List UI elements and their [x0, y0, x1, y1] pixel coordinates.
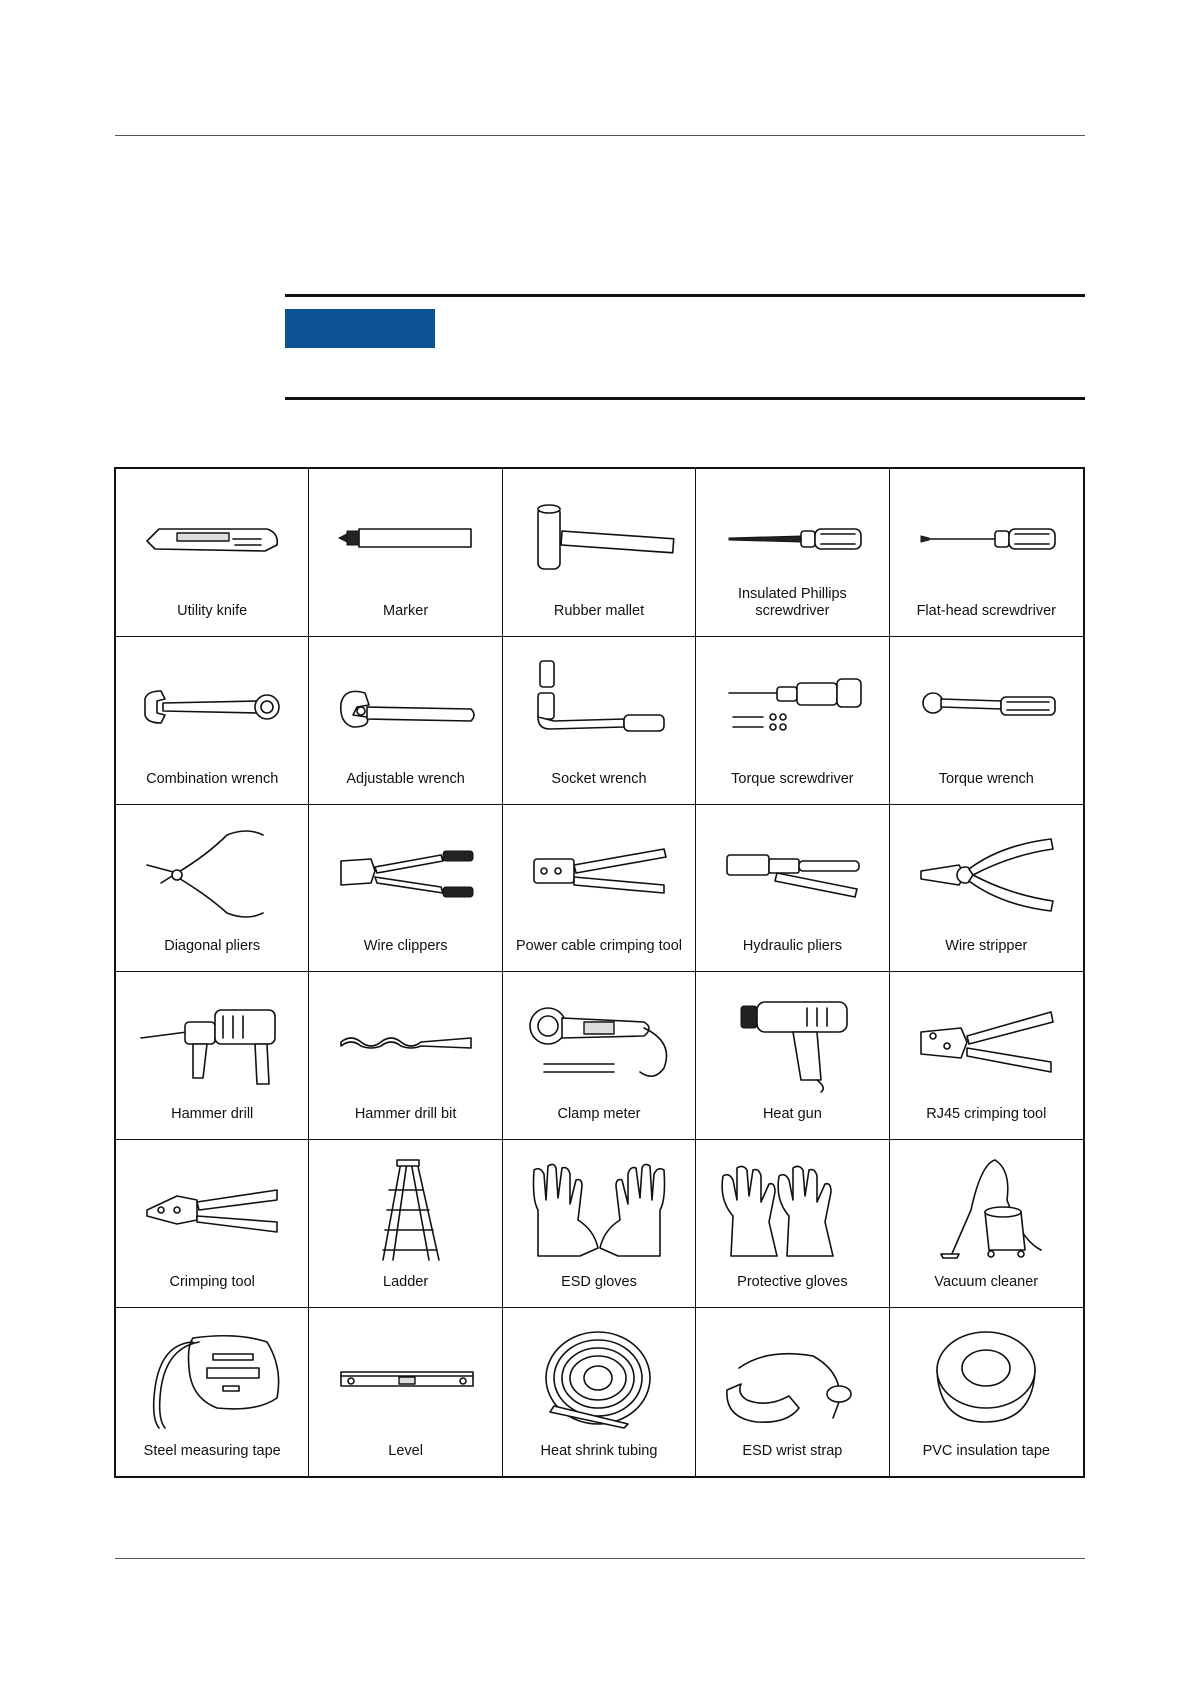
tool-label: Vacuum cleaner: [934, 1274, 1039, 1291]
tool-cell: [696, 637, 889, 805]
diagonal-pliers-icon: [137, 825, 287, 925]
heat-shrink-tubing-icon: [524, 1328, 674, 1428]
tool-label: Adjustable wrench: [346, 770, 465, 787]
tool-cell: [890, 805, 1083, 973]
vacuum-cleaner-icon: [911, 1160, 1061, 1260]
insulated-phillips-screwdriver-icon: [717, 489, 867, 589]
tool-cell: [116, 1308, 309, 1476]
tool-cell: [503, 469, 696, 637]
header-rule: [115, 135, 1085, 136]
socket-wrench-icon: [524, 657, 674, 757]
torque-screwdriver-icon: [717, 657, 867, 757]
notice-box: [285, 294, 1085, 400]
wire-clippers-icon: [331, 825, 481, 925]
tool-cell: [503, 1140, 696, 1308]
tool-cell: [116, 1140, 309, 1308]
tool-label: Steel measuring tape: [143, 1442, 281, 1459]
tools-table: [114, 467, 1085, 1478]
tool-cell: [309, 1140, 502, 1308]
marker-icon: [331, 489, 481, 589]
steel-measuring-tape-icon: [137, 1328, 287, 1428]
tool-cell: [116, 805, 309, 973]
tool-label: ESD gloves: [561, 1274, 637, 1291]
tool-label: Heat gun: [762, 1106, 822, 1123]
tool-cell: [503, 805, 696, 973]
tool-label: Hydraulic pliers: [742, 938, 842, 955]
tool-cell: [696, 1308, 889, 1476]
hammer-drill-icon: [137, 992, 287, 1092]
tool-label: Rubber mallet: [553, 602, 645, 619]
clamp-meter-icon: [524, 992, 674, 1092]
tool-cell: [116, 637, 309, 805]
tool-cell: [309, 805, 502, 973]
tool-label: Wire clippers: [363, 938, 448, 955]
esd-wrist-strap-icon: [717, 1328, 867, 1428]
tool-label: Combination wrench: [146, 770, 279, 787]
tool-cell: [890, 637, 1083, 805]
notice-tag: [285, 309, 435, 348]
tool-cell: [890, 1140, 1083, 1308]
tool-cell: [696, 972, 889, 1140]
combination-wrench-icon: [137, 657, 287, 757]
tool-label: Torque screwdriver: [731, 770, 854, 787]
tool-label: Utility knife: [177, 602, 248, 619]
adjustable-wrench-icon: [331, 657, 481, 757]
hydraulic-pliers-icon: [717, 825, 867, 925]
tool-label: Heat shrink tubing: [540, 1442, 658, 1459]
tool-label: RJ45 crimping tool: [926, 1106, 1047, 1123]
rubber-mallet-icon: [524, 489, 674, 589]
tool-label: Marker: [383, 602, 429, 619]
tool-label: ESD wrist strap: [742, 1442, 843, 1459]
tool-cell: [696, 469, 889, 637]
crimping-tool-icon: [137, 1160, 287, 1260]
tool-label: Torque wrench: [938, 770, 1034, 787]
tool-cell: [116, 972, 309, 1140]
tool-label: Wire stripper: [945, 938, 1028, 955]
tool-cell: [309, 972, 502, 1140]
tool-label: Insulated Phillips screwdriver: [737, 585, 847, 619]
tool-label: Clamp meter: [557, 1106, 641, 1123]
tool-label: PVC insulation tape: [922, 1442, 1050, 1459]
power-cable-crimping-tool-icon: [524, 825, 674, 925]
tool-cell: [696, 1140, 889, 1308]
pvc-insulation-tape-icon: [911, 1328, 1061, 1428]
footer-rule: [115, 1558, 1085, 1559]
tool-cell: [503, 1308, 696, 1476]
level-icon: [331, 1328, 481, 1428]
flat-head-screwdriver-icon: [911, 489, 1061, 589]
hammer-drill-bit-icon: [331, 992, 481, 1092]
wire-stripper-icon: [911, 825, 1061, 925]
tool-cell: [309, 637, 502, 805]
rj45-crimping-tool-icon: [911, 992, 1061, 1092]
tool-label: Hammer drill: [171, 1106, 254, 1123]
utility-knife-icon: [137, 489, 287, 589]
esd-gloves-icon: [524, 1160, 674, 1260]
tool-cell: [890, 972, 1083, 1140]
tool-cell: [503, 972, 696, 1140]
tool-cell: [503, 637, 696, 805]
tool-cell: [309, 1308, 502, 1476]
tool-label: Socket wrench: [551, 770, 647, 787]
tool-cell: [890, 469, 1083, 637]
tool-label: Protective gloves: [737, 1274, 848, 1291]
protective-gloves-icon: [717, 1160, 867, 1260]
tool-cell: [696, 805, 889, 973]
tool-label: Diagonal pliers: [164, 938, 261, 955]
tool-cell: [116, 469, 309, 637]
tool-label: Power cable crimping tool: [515, 938, 682, 955]
torque-wrench-icon: [911, 657, 1061, 757]
tool-label: Crimping tool: [169, 1274, 255, 1291]
tool-cell: [309, 469, 502, 637]
tool-label: Level: [388, 1442, 423, 1459]
heat-gun-icon: [717, 992, 867, 1092]
tool-label: Ladder: [383, 1274, 429, 1291]
tool-cell: [890, 1308, 1083, 1476]
tool-label: Flat-head screwdriver: [916, 602, 1056, 619]
ladder-icon: [331, 1160, 481, 1260]
tool-label: Hammer drill bit: [354, 1106, 457, 1123]
